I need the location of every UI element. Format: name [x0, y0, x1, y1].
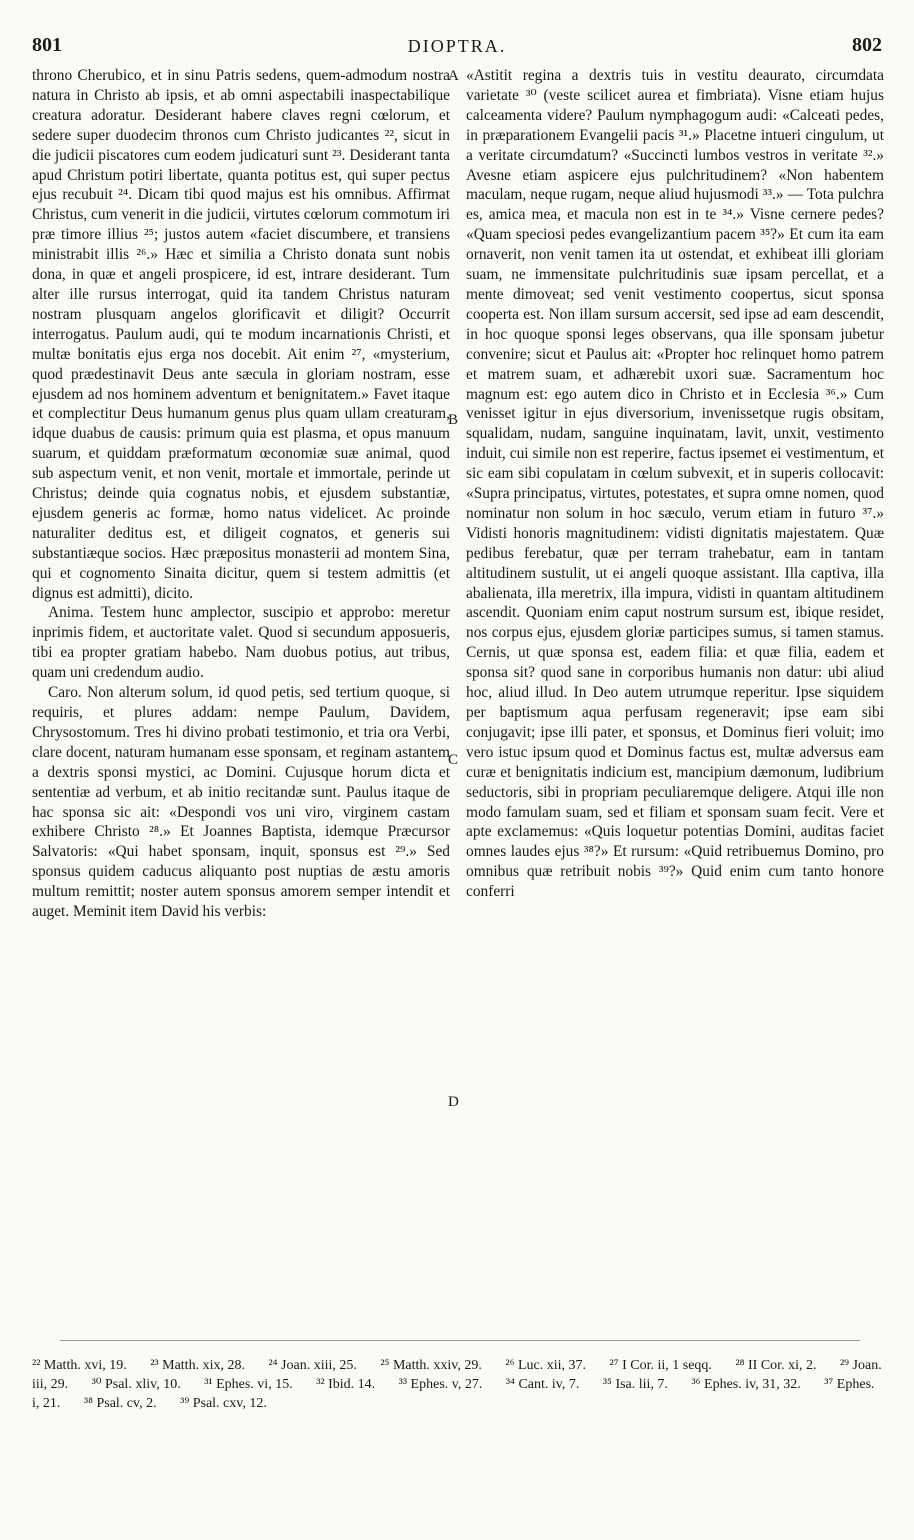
left-column	[32, 66, 450, 922]
footnote: ²⁸ II Cor. xi, 2.	[735, 1358, 817, 1373]
paragraph-caro: Caro. Non alterum solum, id quod petis, sed tertium quoque, si requiris, et plures addam: nempe Paulum, Davidem, Chrysostomum. Tres hi divino probati testimonio, et tria ora Verbi, clare docent, naturam humanam esse sponsam, et reginam astantem a dextris sponsi mystici, ac Domini. Cujusque horum dicta et sententiæ ad verbum, et ab initio recitandæ sunt. Paulus itaque de hac sponsa sic ait: «Despondi vos uni viro, virginem castam exhibere Christo ²⁸.» Et Joannes Baptista, idemque Præcursor Salvatoris: «Qui habet sponsam, inquit, sponsus est ²⁹.» Sed sponsus quidem caducus aliquanto post nuptias de æstu amoris multum remittit; noster autem sponsus amorem semper intendit et auget. Meminit item David his verbis:	[32, 684, 450, 921]
footnote: ³⁸ Psal. cv, 2.	[83, 1396, 157, 1411]
page-number-left: 801	[32, 34, 62, 56]
margin-marker-d: D	[448, 1094, 459, 1110]
margin-marker-b: B	[448, 412, 459, 428]
footnote: ²⁹ Joan. iii, 29.	[32, 1358, 882, 1392]
footnote: ³⁷ Ephes. i, 21.	[32, 1377, 875, 1411]
footnote-divider	[60, 1340, 860, 1341]
page-header	[32, 34, 882, 60]
footnote: ²⁵ Matth. xxiv, 29.	[380, 1358, 482, 1373]
paragraph: throno Cherubico, et in sinu Patris sedens, quem-admodum nostra natura in Christo ab ipsis, et ab omni aspectabili inaspectabilique creatura adoratur. Desiderant habere claves regni cœlorum, et sedere super duodecim thronos cum Christo judicantes ²², sicut in die judicii piscatores cum eodem judicaturi sunt ²³. Desiderant tanta apud Christum potiri libertate, quanta potitus est, qui super pectus ejus recubuit ²⁴. Dicam tibi quod majus est his omnibus. Affirmat Christus, cum venerit in die judicii, virtutes cœlorum commotum iri præ timore illius ²⁵; justos autem «faciet discumbere, et transiens ministrabit illis ²⁶.» Hæc et similia a Christo donata sunt nobis dona, in quæ et angeli prospicere, id est, intrare desiderant. Tum alter ille rursus interrogat, quid ita tandem Christus naturam nostram plusquam angelos glorificavit et diligit? Occurrit interrogatus. Paulum audi, qui te modum incarnationis Christi, et multæ bonitatis ejus erga nos docebit. Ait enim ²⁷, «mysterium, quod prædestinavit Deus ante sæcula in gloriam nostram, esse ejusdem ad nos hominem adventum et benignitatem.» Favet itaque et complectitur Deus humanum genus plus quam ullam creaturam, idque duabus de causis: primum quia est plasma, et opus manuum suarum, et quiddam præformatum œconomiæ suæ animal, quod sub aspectum venit, et non venit, mortale et immortale, perinde ut Christus; deinde quia cognatus nobis, et ejusdem substantiæ, ejusdem generis ac formæ, homo natus videlicet. Ac proinde naturaliter deditus est, et diligeit cognatos, et generis sui substantiæque socios. Hæc præpositus monasterii ad montem Sina, qui et cognomento Sinaita dicitur, quem si testem admittis (et dignus est admitti), dicito.	[32, 67, 450, 602]
footnote: ³¹ Ephes. vi, 15.	[204, 1377, 293, 1392]
right-column	[466, 66, 884, 902]
footnote: ³⁵ Isa. lii, 7.	[602, 1377, 668, 1392]
footnote: ³² Ibid. 14.	[316, 1377, 376, 1392]
footnote: ²⁷ I Cor. ii, 1 seqq.	[609, 1358, 712, 1373]
paragraph-anima: Anima. Testem hunc amplector, suscipio et approbo: meretur inprimis fidem, et auctoritate valet. Quod si secundum apposueris, tibi ea propter gratiam habebo. Nam duobus potius, aut tribus, quam uni credendum audio.	[32, 604, 450, 682]
page-number-right: 802	[852, 34, 882, 56]
footnote: ²⁴ Joan. xiii, 25.	[268, 1358, 357, 1373]
margin-marker-a: A	[448, 68, 459, 84]
footnote: ²³ Matth. xix, 28.	[150, 1358, 245, 1373]
footnote: ³⁹ Psal. cxv, 12.	[180, 1396, 267, 1411]
paragraph: «Astitit regina a dextris tuis in vestitu deaurato, circumdata varietate ³⁰ (veste scilicet aurea et fimbriata). Visne etiam hujus calceamenta videre? Paulum nymphagogum audi: «Calceati pedes, in præparationem Evangelii pacis ³¹.» Placetne intueri cingulum, ut a veritate circumdatum? «Succincti lumbos vestros in veritate ³².» Avesne etiam aspicere ejus pulchritudinem? «Non habentem maculam, neque rugam, neque aliud hujusmodi ³³.» — Tota pulchra es, amica mea, et macula non est in te ³⁴.» Visne cernere pedes? «Quam speciosi pedes evangelizantium pacem ³⁵?» Et cum ita eam ornaverit, non venit tamen ita ut ostendat, et exhibeat illi gloriam suam, ne immensitate pulchritudinis suæ ipsam percellat, et a mente dimoveat; sed venit vestimento coopertus, sicut sponsa cooperta est. Non illam sursum accersit, sed ipse ad eam descendit, in hoc quoque sponsi leges observans, qua ille sponsam jubetur convenire; sicut et Paulus ait: «Propter hoc relinquet homo patrem et matrem suam, et adhærebit uxori suæ. Sacramentum hoc magnum est: ego autem dico in Christo et in Ecclesia ³⁶.» Cum venisset igitur in ejus diversorium, invenissetque rugis obsitam, squalidam, nudam, sanguine inquinatam, lavit, unxit, vestimento induit, cui simile non est reperire, factus ipsemet ei vestimentum, et sic eam sibi copulatam in cœlum subvexit, et in superis collocavit: «Supra principatus, virtutes, potestates, et supra omne nomen, quod nominatur non solum in hoc sæculo, verum etiam in futuro ³⁷.» Vidisti honoris magnitudinem: vidisti dignitatis majestatem. Quæ pedibus ferebatur, quæ per terram trahebatur, eam in tantam altitudinem sustulit, ut ei angeli quoque assistant. Illa captiva, illa abalienata, illa meretrix, illa impura, vidisti in quantam altitudinem ascendit. Quoniam enim caput nostrum sursum est, ibique residet, nos corpus ejus, ejusdem gloriæ participes sumus, si tamen stamus. Cernis, ut quæ sponsa est, eadem filia: et quæ filia, eadem et sponsa sit? quod sane in corporibus humanis non datur: ubi aliud hoc, aliud illud. In Deo autem utrumque reperitur. Ipse siquidem per baptismum aqua perfusam regeneravit; ipse eam sibi conjugavit; ipse illi pater, et sponsus, et Dominus fieri voluit; imo vero istuc ipsum quod et Dominus factus est, multæ adversus eam curæ et benignitatis indicium est, mancipium dæmonum, ludibrium seductoris, sibi in propriam peculiaremque deligere. Atqui ille non modo famulam suam, sed et filiam et sponsam suam fecit. Vere et apte exclamemus: «Quis loquetur potentias Domini, auditas faciet omnes laudes ejus ³⁸?» Et rursum: «Quid retribuemus Domino, pro omnibus quæ retribuit nobis ³⁹?» Quid enim cum tanto honore conferri	[466, 67, 884, 901]
footnote: ³³ Ephes. v, 27.	[398, 1377, 483, 1392]
footnote: ³⁶ Ephes. iv, 31, 32.	[691, 1377, 801, 1392]
footnotes	[32, 1356, 882, 1413]
footnote: ²² Matth. xvi, 19.	[32, 1358, 127, 1373]
footnote: ³⁰ Psal. xliv, 10.	[91, 1377, 181, 1392]
margin-marker-c: C	[448, 752, 459, 768]
footnote: ²⁶ Luc. xii, 37.	[505, 1358, 587, 1373]
footnote: ³⁴ Cant. iv, 7.	[505, 1377, 580, 1392]
running-title: DIOPTRA.	[407, 36, 507, 56]
